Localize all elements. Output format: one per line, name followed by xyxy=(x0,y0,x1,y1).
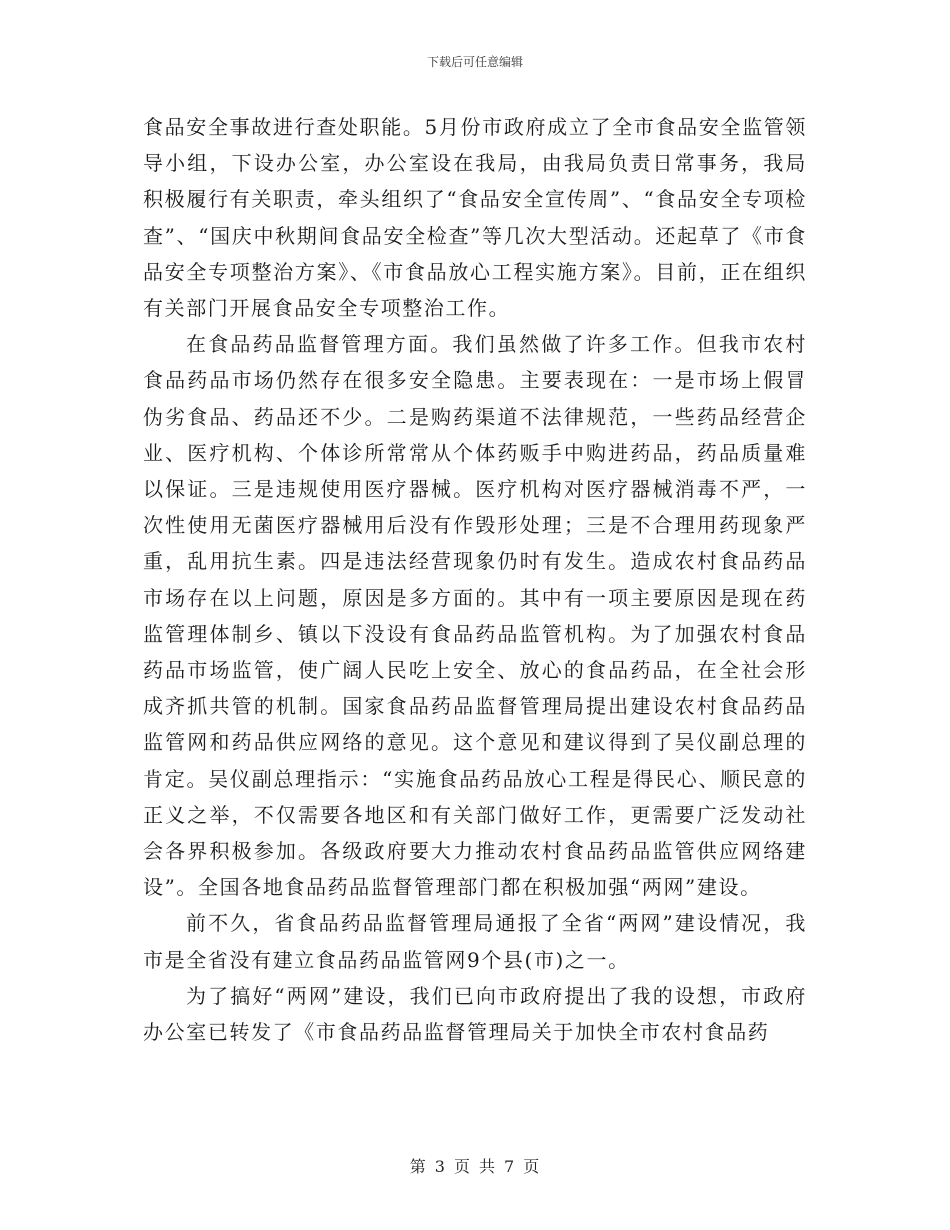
footer-label-unit: 页 xyxy=(453,1157,471,1176)
document-body xyxy=(143,109,807,1050)
paragraph-2: 在食品药品监督管理方面。我们虽然做了许多工作。但我市农村食品药品市场仍然存在很多安全隐患。主要表现在：一是市场上假冒伪劣食品、药品还不少。二是购药渠道不法律规范，一些药品经营企业、医疗机构、个体诊所常常从个体药贩手中购进药品，药品质量难以保证。三是违规使用医疗器械。医疗机构对医疗器械消毒不严，一次性使用无菌医疗器械用后没有作毁形处理；三是不合理用药现象严重，乱用抗生素。四是违法经营现象仍时有发生。造成农村食品药品市场存在以上问题，原因是多方面的。其中有一项主要原因是现在药监管理体制乡、镇以下没设有食品药品监管机构。为了加强农村食品药品市场监管，使广阔人民吃上安全、放心的食品药品，在全社会形成齐抓共管的机制。国家食品药品监督管理局提出建设农村食品药品监管网和药品供应网络的意见。这个意见和建议得到了吴仪副总理的肯定。吴仪副总理指示：“实施食品药品放心工程是得民心、顺民意的正义之举，不仅需要各地区和有关部门做好工作，更需要广泛发动社会各界积极参加。各级政府要大力推动农村食品药品监管供应网络建设”。全国各地食品药品监督管理部门都在积极加强“两网”建设。 xyxy=(143,332,807,900)
footer-label-total: 共 xyxy=(479,1157,497,1176)
footer-label-page: 第 xyxy=(409,1157,427,1176)
page-header: 下载后可任意编辑 xyxy=(426,55,523,69)
paragraph-1: 食品安全事故进行查处职能。5月份市政府成立了全市食品安全监管领导小组，下设办公室，办公室设在我局，由我局负责日常事务，我局积极履行有关职责，牵头组织了“食品安全宣传周”、“食品安全专项检查”、“国庆中秋期间食品安全检查”等几次大型活动。还起草了《市食品安全专项整治方案》、《市食品放心工程实施方案》。目前，正在组织有关部门开展食品安全专项整治工作。 xyxy=(143,115,807,321)
footer-current-page: 3 xyxy=(434,1157,446,1176)
footer-total-pages: 7 xyxy=(504,1157,516,1176)
footer-label-unit2: 页 xyxy=(523,1157,541,1176)
paragraph-3: 前不久，省食品药品监督管理局通报了全省“两网”建设情况，我市是全省没有建立食品药品监管网9个县(市)之一。 xyxy=(143,911,807,972)
page-footer xyxy=(0,1154,950,1177)
paragraph-4: 为了搞好“两网”建设，我们已向市政府提出了我的设想，市政府办公室已转发了《市食品药品监督管理局关于加快全市农村食品药 xyxy=(143,983,807,1045)
